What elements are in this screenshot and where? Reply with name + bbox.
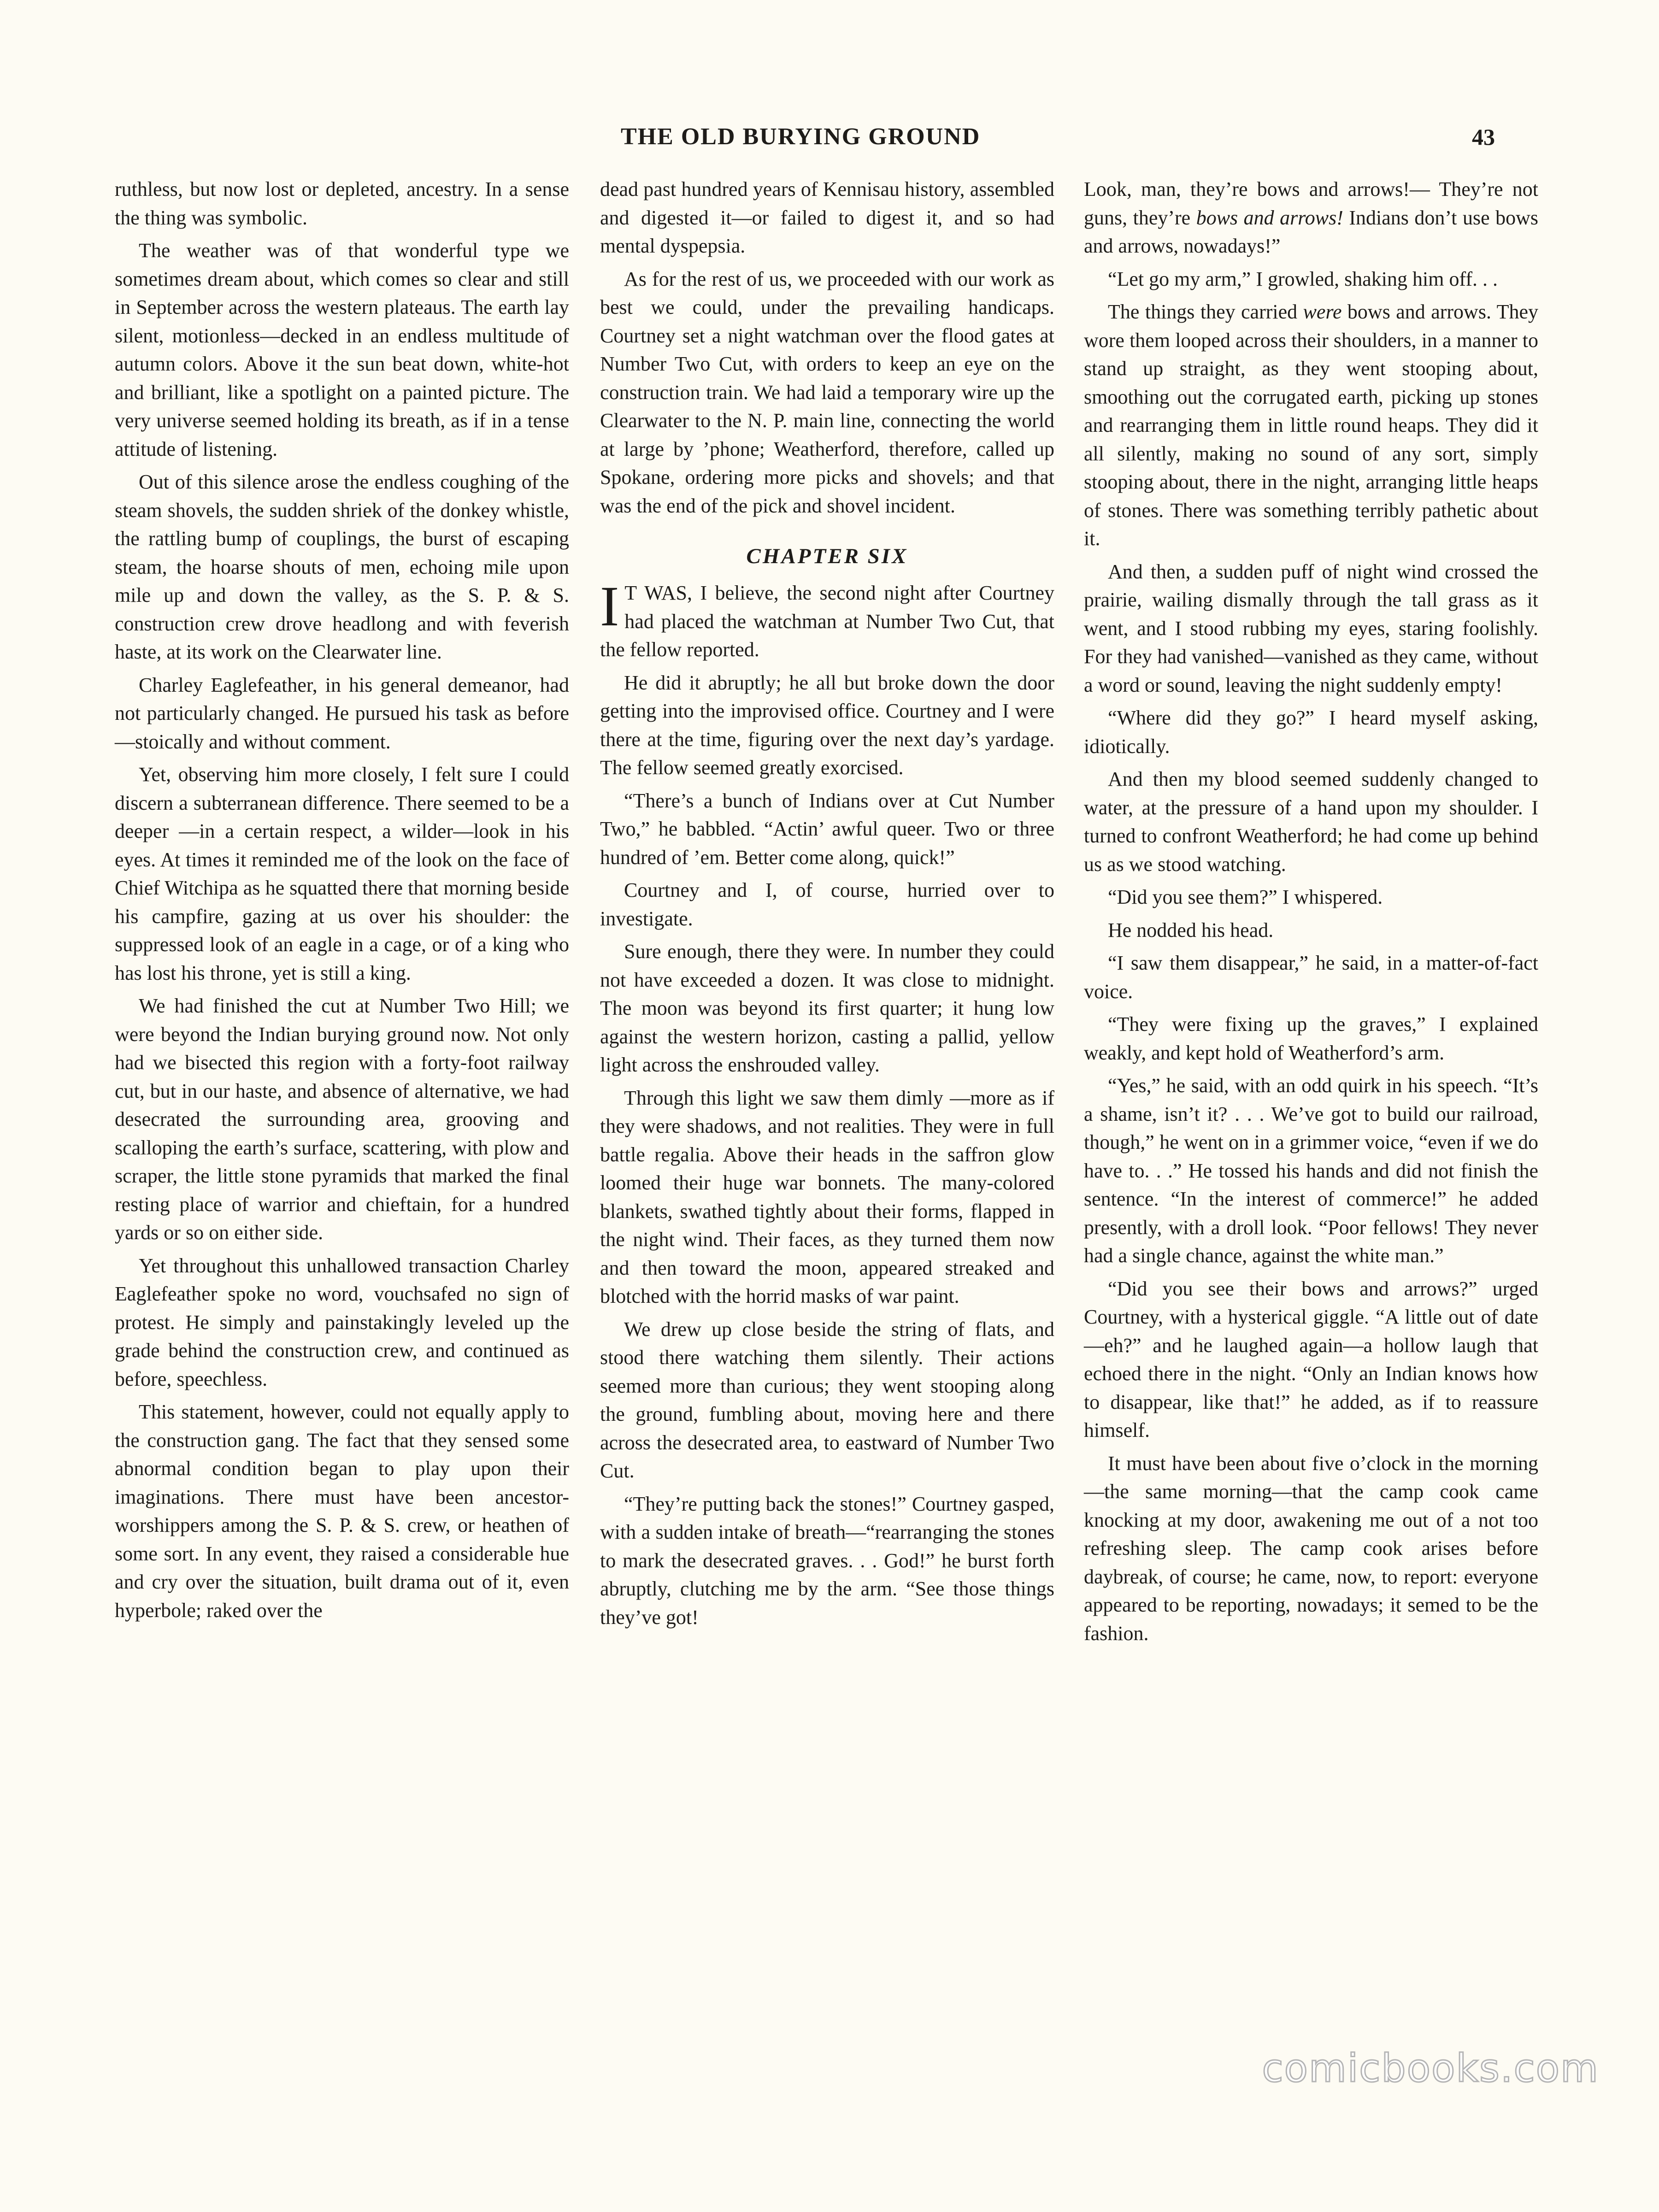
- paragraph: As for the rest of us, we proceeded with our work as best we could, under the prevailing handicaps. Courtney set a night watchman over the flood gates at Number Two Cut, with orders to keep an eye on the construction train. We had laid a temporary wire up the Clearwater to the N. P. main line, connecting the world at large by ’phone; Weatherford, therefore, called up Spokane, ordering more picks and shovels; and that was the end of the pick and shovel incident.: [600, 267, 1054, 517]
- paragraph: “Yes,” he said, with an odd quirk in his speech. “It’s a shame, isn’t it? . . . We’ve got to build our railroad, though,” he went on in a grimmer voice, “even if we do have to. . .” He tossed his hands and did not finish the sentence. “In the interest of commerce!” he added presently, with a droll look. “Poor fellows! They never had a single chance, against the white man.”: [1084, 1074, 1538, 1267]
- paragraph: We drew up close beside the string of flats, and stood there watching them silently. Their actions seemed more than curious; they went stooping along the ground, fumbling about, moving here and there across the desecrated area, to eastward of Number Two Cut.: [600, 1318, 1054, 1482]
- italic-text: bows and arrows!: [1196, 206, 1343, 229]
- paragraph: The things they carried were bows and arrows. They wore them looped across their shoulders, in a manner to stand up straight, as they went stooping about, smoothing out the corrugated earth, picking up stones and rearranging them in little round heaps. They did it all silently, making no sound of any sort, simply stooping about, there in the night, arranging little heaps of stones. There was something terribly pathetic about it.: [1084, 300, 1538, 550]
- paragraph: Sure enough, there they were. In number they could not have exceeded a dozen. It was close to midnight. The moon was beyond its first quarter; it hung low against the western horizon, casting a pallid, yellow light across the enshrouded valley.: [600, 940, 1054, 1076]
- paragraph: Yet, observing him more closely, I felt sure I could discern a subterranean difference. There seemed to be a deeper —in a certain respect, a wilder—look in his eyes. At times it reminded me of the look on the face of Chief Witchipa as he squatted there that morning beside his campfire, gazing at us over his shoulder: the suppressed look of an eagle in a cage, or of a king who has lost his throne, yet is still a king.: [115, 763, 569, 984]
- paragraph: “There’s a bunch of Indians over at Cut Number Two,” he babbled. “Actin’ awful queer. Two or three hundred of ’em. Better come along, quick!”: [600, 789, 1054, 869]
- paragraph: And then, a sudden puff of night wind crossed the prairie, wailing dismally through the tall grass as it went, and I stood rubbing my eyes, staring foolishly. For they had vanished—vanished as they came, without a word or sound, leaving the night suddenly empty!: [1084, 560, 1538, 696]
- text-column-3: [1084, 175, 1538, 1652]
- chapter-opening-paragraph: [600, 575, 1054, 664]
- chapter-opening-text: T WAS, I believe, the second night after Courtney had placed the watchman at Number Two Cut, that the fellow reported.: [600, 582, 1054, 661]
- paragraph: This statement, however, could not equally apply to the construction gang. The fact that they sensed some abnormal condition began to play upon their imaginations. There must have been ancestor-worshippers among the S. P. & S. crew, or heathen of some sort. In any event, they raised a considerable hue and cry over the situation, built drama out of it, even hyperbole; raked over the: [115, 1400, 569, 1622]
- chapter-heading: CHAPTER SIX: [746, 544, 908, 568]
- paragraph: Out of this silence arose the endless coughing of the steam shovels, the sudden shriek of the donkey whistle, the rattling bump of couplings, the burst of escaping steam, the hoarse shouts of men, echoing mile upon mile up and down the valley, as the S. P. & S. construction crew drove headlong and with feverish haste, at its work on the Clearwater line.: [115, 471, 569, 663]
- paragraph: “I saw them disappear,” he said, in a matter-of-fact voice.: [1084, 952, 1538, 1003]
- paragraph: And then my blood seemed suddenly changed to water, at the pressure of a hand upon my shoulder. I turned to confront Weatherford; he had come up behind us as we stood watching.: [1084, 768, 1538, 876]
- paragraph: “Did you see their bows and arrows?” urged Courtney, with a hysterical giggle. “A little out of date—eh?” and he laughed again—a hollow laugh that echoed there in the night. “Only an Indian knows how to disappear, like that!” he added, as if to reassure himself.: [1084, 1277, 1538, 1441]
- paragraph: Courtney and I, of course, hurried over to investigate.: [600, 879, 1054, 930]
- paragraph: “They’re putting back the stones!” Courtney gasped, with a sudden intake of breath—“rearranging the stones to mark the desecrated graves. . . God!” he burst forth abruptly, clutching me by the arm. “See those things they’ve got!: [600, 1492, 1054, 1629]
- text-column-1: [115, 175, 569, 1629]
- paragraph: Through this light we saw them dimly —more as if they were shadows, and not realities. They were in full battle regalia. Above their heads in the saffron glow loomed their huge war bonnets. The many-colored blankets, swathed tightly about their forms, flapped in the night wind. Their faces, as they turned them now and then toward the moon, appeared streaked and blotched with the horrid masks of war paint.: [600, 1086, 1054, 1307]
- page-number: 43: [1472, 124, 1495, 150]
- paragraph: He nodded his head.: [1108, 918, 1274, 941]
- text-column-2: [600, 175, 1054, 1636]
- italic-text: were: [1303, 300, 1342, 323]
- paragraph: “Let go my arm,” I growled, shaking him off. . .: [1108, 267, 1498, 290]
- paragraph: ruthless, but now lost or depleted, ancestry. In a sense the thing was symbolic.: [115, 178, 569, 229]
- paragraph: He did it abruptly; he all but broke down the door getting into the improvised office. Courtney and I were there at the time, figuring over the next day’s yardage. The fellow seemed greatly exorcised.: [600, 671, 1054, 779]
- paragraph: The weather was of that wonderful type we sometimes dream about, which comes so clear and still in September across the western plateaus. The earth lay silent, motionless—decked in an endless multitude of autumn colors. Above it the sun beat down, white-hot and brilliant, like a spotlight on a painted picture. The very universe seemed holding its breath, as if in a tense attitude of listening.: [115, 239, 569, 460]
- running-head: [0, 121, 1659, 153]
- paragraph: “They were fixing up the graves,” I explained weakly, and kept hold of Weatherford’s arm.: [1084, 1013, 1538, 1064]
- paragraph: Look, man, they’re bows and arrows!— They’re not guns, they’re bows and arrows! Indians don’t use bows and arrows, nowadays!”: [1084, 178, 1538, 257]
- paragraph: dead past hundred years of Kennisau history, assembled and digested it—or failed to digest it, and so had mental dyspepsia.: [600, 178, 1054, 257]
- drop-cap: I: [600, 575, 619, 638]
- paragraph: It must have been about five o’clock in the morning—the same morning—that the camp cook came knocking at my door, awakening me out of a not too refreshing sleep. The camp cook arises before daybreak, of course; he came, now, to report: everyone appeared to be reporting, nowadays; it semed to be the fashion.: [1084, 1452, 1538, 1645]
- paragraph: We had finished the cut at Number Two Hill; we were beyond the Indian burying ground now. Not only had we bisected this region with a forty-foot railway cut, but in our haste, and absence of alternative, we had desecrated the surrounding area, grooving and scalloping the earth’s surface, scattering, with plow and scraper, the little stone pyramids that marked the final resting place of warrior and chieftain, for a hundred yards or so on either side.: [115, 994, 569, 1244]
- site-watermark: comicbooks.com: [1262, 2046, 1599, 2091]
- paragraph: Charley Eaglefeather, in his general demeanor, had not particularly changed. He pursued his task as before—stoically and without comment.: [115, 673, 569, 753]
- paragraph: Yet throughout this unhallowed transaction Charley Eaglefeather spoke no word, vouchsafed no sign of protest. He simply and painstakingly leveled up the grade behind the construction crew, and continued as before, speechless.: [115, 1254, 569, 1390]
- paragraph: “Where did they go?” I heard myself asking, idiotically.: [1084, 706, 1538, 758]
- paragraph: “Did you see them?” I whispered.: [1108, 886, 1383, 908]
- page-title: THE OLD BURYING GROUND: [621, 124, 981, 150]
